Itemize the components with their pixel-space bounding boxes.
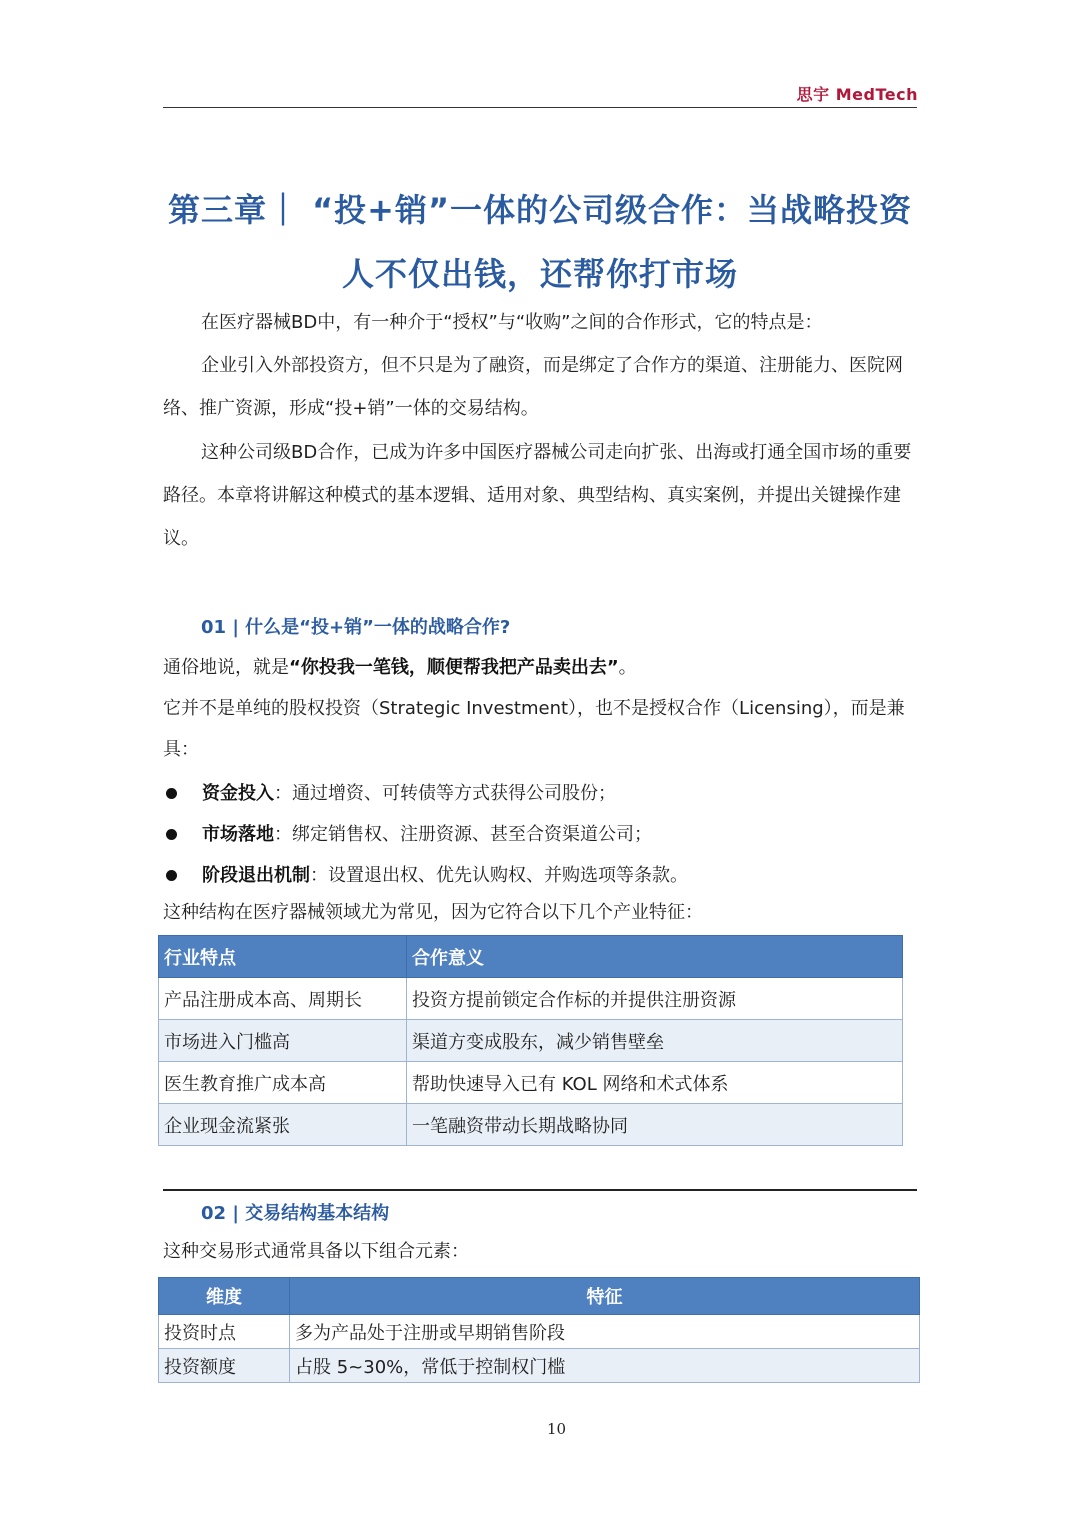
bullet-term: 市场落地 bbox=[202, 824, 274, 845]
table-cell: 投资时点 bbox=[159, 1315, 290, 1349]
table-cell: 一笔融资带动长期战略协同 bbox=[407, 1104, 903, 1146]
plain-prefix: 通俗地说，就是 bbox=[163, 657, 289, 678]
table-cell: 占股 5~30%，常低于控制权门槛 bbox=[290, 1349, 920, 1383]
table-row bbox=[159, 1062, 903, 1104]
table-cell: 产品注册成本高、周期长 bbox=[159, 978, 407, 1020]
industry-features-table bbox=[158, 935, 903, 1146]
definition-paragraph: 它并不是单纯的股权投资（Strategic Investment），也不是授权合作（Licensing），而是兼具： bbox=[163, 698, 905, 760]
table-cell: 投资额度 bbox=[159, 1349, 290, 1383]
bullet-item bbox=[163, 820, 917, 846]
plain-quote: “你投我一笔钱，顺便帮我把产品卖出去” bbox=[289, 657, 619, 678]
bullet-text: ：绑定销售权、注册资源、甚至合资渠道公司； bbox=[274, 824, 652, 845]
table-header-cell: 行业特点 bbox=[159, 936, 407, 978]
table-cell: 渠道方变成股东，减少销售壁垒 bbox=[407, 1020, 903, 1062]
section-divider bbox=[163, 1189, 917, 1191]
table-1-intro: 这种结构在医疗器械领域尤为常见，因为它符合以下几个产业特征： bbox=[163, 902, 703, 923]
bullet-dot-icon bbox=[166, 870, 177, 881]
table-row bbox=[159, 1020, 903, 1062]
bullet-item bbox=[163, 861, 917, 887]
table-header-cell: 特征 bbox=[290, 1278, 920, 1315]
table-cell: 帮助快速导入已有 KOL 网络和术式体系 bbox=[407, 1062, 903, 1104]
plain-explanation bbox=[163, 647, 917, 688]
table-header-row bbox=[159, 1278, 920, 1315]
table-2-intro: 这种交易形式通常具备以下组合元素： bbox=[163, 1241, 469, 1262]
intro-paragraph-2: 企业引入外部投资方，但不只是为了融资，而是绑定了合作方的渠道、注册能力、医院网络、推广资源，形成“投+销”一体的交易结构。 bbox=[163, 355, 903, 419]
deal-structure-table bbox=[158, 1277, 920, 1383]
page-number: 10 bbox=[546, 1420, 567, 1438]
table-row bbox=[159, 978, 903, 1020]
bullet-item bbox=[163, 779, 917, 805]
section-1-heading: 01 | 什么是“投+销”一体的战略合作? bbox=[201, 617, 511, 638]
table-cell: 医生教育推广成本高 bbox=[159, 1062, 407, 1104]
bullet-dot-icon bbox=[166, 829, 177, 840]
table-row bbox=[159, 1315, 920, 1349]
intro-paragraph-1: 在医疗器械BD中，有一种介于“授权”与“收购”之间的合作形式，它的特点是： bbox=[201, 312, 823, 333]
bullet-dot-icon bbox=[166, 788, 177, 799]
table-cell: 投资方提前锁定合作标的并提供注册资源 bbox=[407, 978, 903, 1020]
intro-paragraph-3: 这种公司级BD合作，已成为许多中国医疗器械公司走向扩张、出海或打通全国市场的重要路径。本章将讲解这种模式的基本逻辑、适用对象、典型结构、真实案例，并提出关键操作建议。 bbox=[163, 442, 912, 549]
bullet-term: 资金投入 bbox=[202, 783, 274, 804]
bullet-text: ：通过增资、可转债等方式获得公司股份； bbox=[274, 783, 616, 804]
bullet-term: 阶段退出机制 bbox=[202, 865, 310, 886]
table-header-row bbox=[159, 936, 903, 978]
header-brand: 思宇 MedTech bbox=[796, 85, 918, 104]
table-cell: 市场进入门槛高 bbox=[159, 1020, 407, 1062]
table-row bbox=[159, 1104, 903, 1146]
header-rule bbox=[163, 107, 917, 108]
section-2-heading: 02 | 交易结构基本结构 bbox=[201, 1203, 390, 1224]
plain-suffix: 。 bbox=[618, 657, 637, 678]
table-cell: 企业现金流紧张 bbox=[159, 1104, 407, 1146]
chapter-title: 第三章｜ “投+销”一体的公司级合作：当战略投资人不仅出钱，还帮你打市场 bbox=[167, 191, 913, 293]
table-row bbox=[159, 1349, 920, 1383]
table-header-cell: 维度 bbox=[159, 1278, 290, 1315]
bullet-text: ：设置退出权、优先认购权、并购选项等条款。 bbox=[310, 865, 688, 886]
table-header-cell: 合作意义 bbox=[407, 936, 903, 978]
table-cell: 多为产品处于注册或早期销售阶段 bbox=[290, 1315, 920, 1349]
